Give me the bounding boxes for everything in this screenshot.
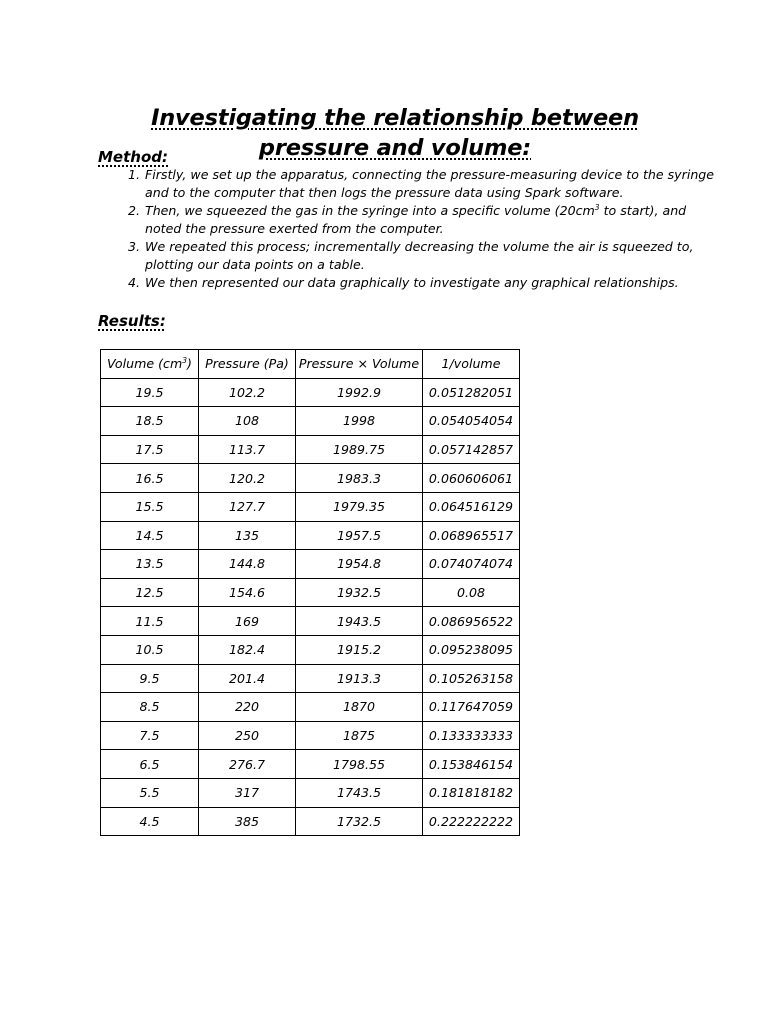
table-cell: 16.5 (101, 464, 199, 493)
method-step: 4. We then represented our data graphically to investigate any graphical relationships. (144, 274, 719, 292)
column-header: Pressure (Pa) (199, 350, 296, 379)
table-row (101, 750, 520, 779)
table-cell: 135 (199, 521, 296, 550)
table-row (101, 521, 520, 550)
table-cell: 250 (199, 721, 296, 750)
table-cell: 9.5 (101, 664, 199, 693)
table-cell: 0.105263158 (423, 664, 520, 693)
table-cell: 120.2 (199, 464, 296, 493)
table-row (101, 407, 520, 436)
table-cell: 102.2 (199, 378, 296, 407)
results-table-body (101, 378, 520, 836)
method-step: 1. Firstly, we set up the apparatus, connecting the pressure-measuring device to the syringe and to the computer that then logs the pressure data using Spark software. (144, 166, 719, 202)
column-header: Pressure × Volume (296, 350, 423, 379)
table-cell: 1915.2 (296, 635, 423, 664)
table-row (101, 464, 520, 493)
table-cell: 201.4 (199, 664, 296, 693)
table-cell: 12.5 (101, 578, 199, 607)
table-cell: 6.5 (101, 750, 199, 779)
table-row (101, 807, 520, 836)
table-cell: 0.086956522 (423, 607, 520, 636)
table-row (101, 435, 520, 464)
table-row (101, 778, 520, 807)
table-cell: 14.5 (101, 521, 199, 550)
table-cell: 1870 (296, 693, 423, 722)
table-cell: 1732.5 (296, 807, 423, 836)
table-row (101, 378, 520, 407)
table-row (101, 607, 520, 636)
table-row (101, 721, 520, 750)
table-cell: 11.5 (101, 607, 199, 636)
table-cell: 0.08 (423, 578, 520, 607)
method-heading: Method: (98, 148, 168, 166)
results-table (100, 349, 520, 836)
method-steps-list (115, 166, 719, 292)
table-cell: 1954.8 (296, 550, 423, 579)
table-cell: 0.051282051 (423, 378, 520, 407)
table-cell: 13.5 (101, 550, 199, 579)
table-cell: 0.060606061 (423, 464, 520, 493)
table-cell: 0.222222222 (423, 807, 520, 836)
table-cell: 1932.5 (296, 578, 423, 607)
table-cell: 1983.3 (296, 464, 423, 493)
table-cell: 144.8 (199, 550, 296, 579)
method-step: 3. We repeated this process; incrementally decreasing the volume the air is squeezed to, plotting our data points on a table. (144, 238, 719, 274)
table-cell: 1743.5 (296, 778, 423, 807)
table-cell: 169 (199, 607, 296, 636)
table-cell: 182.4 (199, 635, 296, 664)
table-cell: 1875 (296, 721, 423, 750)
table-cell: 15.5 (101, 492, 199, 521)
table-cell: 1992.9 (296, 378, 423, 407)
table-cell: 127.7 (199, 492, 296, 521)
table-cell: 5.5 (101, 778, 199, 807)
table-cell: 7.5 (101, 721, 199, 750)
table-cell: 0.095238095 (423, 635, 520, 664)
table-cell: 1998 (296, 407, 423, 436)
table-cell: 0.068965517 (423, 521, 520, 550)
table-cell: 317 (199, 778, 296, 807)
table-cell: 0.054054054 (423, 407, 520, 436)
table-cell: 385 (199, 807, 296, 836)
table-cell: 1989.75 (296, 435, 423, 464)
table-row (101, 635, 520, 664)
table-cell: 0.074074074 (423, 550, 520, 579)
table-header-row (101, 350, 520, 379)
table-cell: 17.5 (101, 435, 199, 464)
table-cell: 108 (199, 407, 296, 436)
table-cell: 18.5 (101, 407, 199, 436)
results-heading: Results: (98, 312, 166, 330)
table-cell: 276.7 (199, 750, 296, 779)
table-cell: 1798.55 (296, 750, 423, 779)
table-cell: 1957.5 (296, 521, 423, 550)
table-cell: 1913.3 (296, 664, 423, 693)
table-row (101, 550, 520, 579)
table-row (101, 664, 520, 693)
table-cell: 19.5 (101, 378, 199, 407)
table-row (101, 693, 520, 722)
column-header: Volume $(cm^3)$ (101, 350, 199, 379)
table-cell: 0.117647059 (423, 693, 520, 722)
table-cell: 1979.35 (296, 492, 423, 521)
table-cell: 1943.5 (296, 607, 423, 636)
method-step: 2. Then, we squeezed the gas in the syringe into a specific volume ($20cm^3$ to start), and noted the pressure exerted from the computer. (144, 202, 719, 238)
table-cell: 113.7 (199, 435, 296, 464)
table-cell: 4.5 (101, 807, 199, 836)
table-cell: 220 (199, 693, 296, 722)
table-cell: 0.181818182 (423, 778, 520, 807)
table-cell: 0.153846154 (423, 750, 520, 779)
table-cell: 10.5 (101, 635, 199, 664)
document-title: Investigating the relationship between pressure and volume: (151, 105, 639, 162)
table-cell: 154.6 (199, 578, 296, 607)
column-header: 1/volume (423, 350, 520, 379)
table-cell: 0.057142857 (423, 435, 520, 464)
table-row (101, 492, 520, 521)
table-cell: 0.064516129 (423, 492, 520, 521)
table-cell: 0.133333333 (423, 721, 520, 750)
table-cell: 8.5 (101, 693, 199, 722)
table-row (101, 578, 520, 607)
